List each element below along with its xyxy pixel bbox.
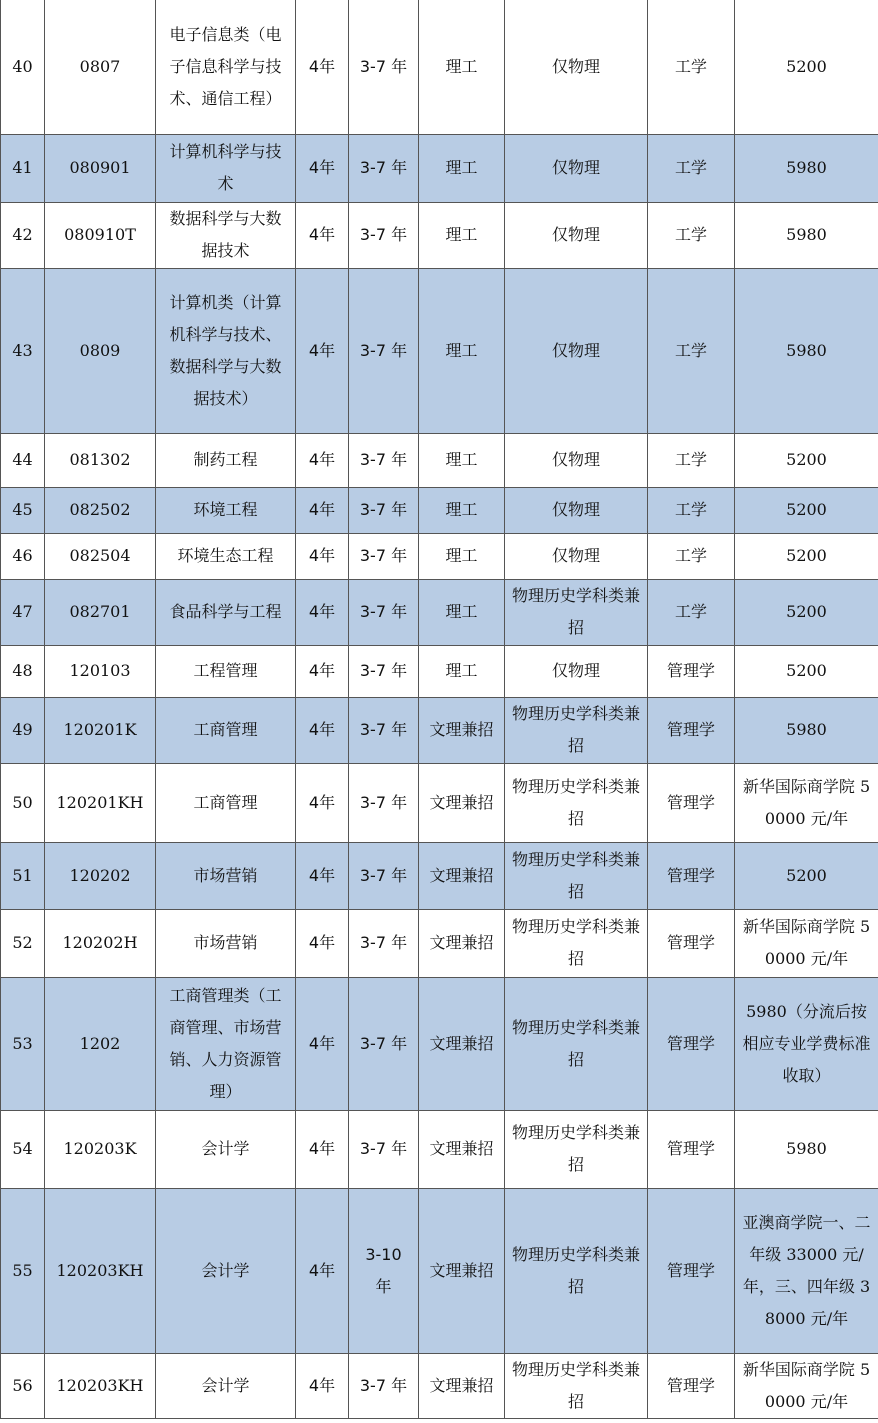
- duration-cell: 4年: [296, 697, 349, 763]
- major-code-cell: 1202: [45, 977, 156, 1110]
- major-code-cell: 120201K: [45, 697, 156, 763]
- duration-cell: 4年: [296, 579, 349, 645]
- major-name-cell: 计算机类（计算机科学与技术、数据科学与大数据技术）: [156, 268, 296, 433]
- category-cell: 文理兼招: [419, 1353, 505, 1418]
- major-name-cell: 环境工程: [156, 487, 296, 533]
- row-number-cell: 41: [1, 134, 45, 202]
- row-number-cell: 51: [1, 842, 45, 909]
- category-cell: 文理兼招: [419, 842, 505, 909]
- row-number-cell: 40: [1, 0, 45, 134]
- table-row: [1, 533, 878, 579]
- degree-cell: 管理学: [648, 1188, 735, 1353]
- duration-cell: 4年: [296, 134, 349, 202]
- tuition-fee-cell: 5980: [735, 202, 878, 268]
- subject-requirement-cell: 仅物理: [505, 202, 648, 268]
- major-name-cell: 工商管理类（工商管理、市场营销、人力资源管理）: [156, 977, 296, 1110]
- degree-cell: 管理学: [648, 1110, 735, 1188]
- major-code-cell: 120202: [45, 842, 156, 909]
- major-code-cell: 082504: [45, 533, 156, 579]
- tuition-fee-cell: 新华国际商学院 50000 元/年: [735, 763, 878, 842]
- degree-cell: 管理学: [648, 645, 735, 697]
- subject-requirement-cell: 物理历史学科类兼招: [505, 1353, 648, 1418]
- major-code-cell: 120203K: [45, 1110, 156, 1188]
- category-cell: 理工: [419, 579, 505, 645]
- category-cell: 理工: [419, 268, 505, 433]
- major-code-cell: 120203KH: [45, 1188, 156, 1353]
- table-row: [1, 0, 878, 134]
- duration-cell: 4年: [296, 268, 349, 433]
- major-code-cell: 120103: [45, 645, 156, 697]
- category-cell: 理工: [419, 202, 505, 268]
- category-cell: 文理兼招: [419, 697, 505, 763]
- major-name-cell: 食品科学与工程: [156, 579, 296, 645]
- study-years-cell: 3-7 年: [349, 533, 419, 579]
- study-years-cell: 3-7 年: [349, 977, 419, 1110]
- tuition-fee-cell: 新华国际商学院 50000 元/年: [735, 1353, 878, 1418]
- duration-cell: 4年: [296, 1353, 349, 1418]
- tuition-fee-cell: 5200: [735, 645, 878, 697]
- subject-requirement-cell: 物理历史学科类兼招: [505, 1188, 648, 1353]
- degree-cell: 管理学: [648, 977, 735, 1110]
- duration-cell: 4年: [296, 763, 349, 842]
- major-code-cell: 120201KH: [45, 763, 156, 842]
- duration-cell: 4年: [296, 645, 349, 697]
- category-cell: 理工: [419, 533, 505, 579]
- degree-cell: 工学: [648, 533, 735, 579]
- subject-requirement-cell: 仅物理: [505, 533, 648, 579]
- tuition-fee-cell: 5980: [735, 697, 878, 763]
- row-number-cell: 55: [1, 1188, 45, 1353]
- major-name-cell: 市场营销: [156, 842, 296, 909]
- degree-cell: 管理学: [648, 763, 735, 842]
- row-number-cell: 44: [1, 433, 45, 487]
- tuition-fee-cell: 5980: [735, 1110, 878, 1188]
- major-name-cell: 电子信息类（电子信息科学与技术、通信工程）: [156, 0, 296, 134]
- degree-cell: 工学: [648, 487, 735, 533]
- major-code-cell: 080910T: [45, 202, 156, 268]
- major-name-cell: 制药工程: [156, 433, 296, 487]
- subject-requirement-cell: 物理历史学科类兼招: [505, 909, 648, 977]
- row-number-cell: 47: [1, 579, 45, 645]
- tuition-fee-cell: 5980: [735, 134, 878, 202]
- tuition-fee-cell: 5200: [735, 0, 878, 134]
- table-row: [1, 579, 878, 645]
- major-name-cell: 市场营销: [156, 909, 296, 977]
- subject-requirement-cell: 物理历史学科类兼招: [505, 977, 648, 1110]
- study-years-cell: 3-7 年: [349, 645, 419, 697]
- major-code-cell: 080901: [45, 134, 156, 202]
- degree-cell: 管理学: [648, 1353, 735, 1418]
- row-number-cell: 50: [1, 763, 45, 842]
- category-cell: 文理兼招: [419, 909, 505, 977]
- tuition-fee-cell: 5980（分流后按相应专业学费标准收取）: [735, 977, 878, 1110]
- major-name-cell: 会计学: [156, 1188, 296, 1353]
- duration-cell: 4年: [296, 1188, 349, 1353]
- subject-requirement-cell: 物理历史学科类兼招: [505, 842, 648, 909]
- duration-cell: 4年: [296, 0, 349, 134]
- subject-requirement-cell: 物理历史学科类兼招: [505, 763, 648, 842]
- study-years-cell: 3-7 年: [349, 433, 419, 487]
- study-years-cell: 3-10 年: [349, 1188, 419, 1353]
- table-row: [1, 763, 878, 842]
- table-row: [1, 268, 878, 433]
- major-name-cell: 数据科学与大数据技术: [156, 202, 296, 268]
- table-row: [1, 433, 878, 487]
- study-years-cell: 3-7 年: [349, 1353, 419, 1418]
- major-name-cell: 会计学: [156, 1110, 296, 1188]
- major-code-cell: 081302: [45, 433, 156, 487]
- degree-cell: 管理学: [648, 909, 735, 977]
- study-years-cell: 3-7 年: [349, 579, 419, 645]
- table-row: [1, 1188, 878, 1353]
- duration-cell: 4年: [296, 487, 349, 533]
- subject-requirement-cell: 仅物理: [505, 487, 648, 533]
- major-code-cell: 0809: [45, 268, 156, 433]
- subject-requirement-cell: 仅物理: [505, 433, 648, 487]
- subject-requirement-cell: 物理历史学科类兼招: [505, 1110, 648, 1188]
- table-row: [1, 697, 878, 763]
- category-cell: 理工: [419, 0, 505, 134]
- tuition-fee-cell: 5980: [735, 268, 878, 433]
- subject-requirement-cell: 仅物理: [505, 645, 648, 697]
- table-row: [1, 202, 878, 268]
- major-code-cell: 082701: [45, 579, 156, 645]
- subject-requirement-cell: 物理历史学科类兼招: [505, 697, 648, 763]
- major-code-cell: 082502: [45, 487, 156, 533]
- category-cell: 文理兼招: [419, 977, 505, 1110]
- category-cell: 理工: [419, 487, 505, 533]
- duration-cell: 4年: [296, 202, 349, 268]
- major-name-cell: 环境生态工程: [156, 533, 296, 579]
- major-name-cell: 会计学: [156, 1353, 296, 1418]
- row-number-cell: 43: [1, 268, 45, 433]
- study-years-cell: 3-7 年: [349, 0, 419, 134]
- table-row: [1, 645, 878, 697]
- table-row: [1, 1353, 878, 1418]
- degree-cell: 工学: [648, 579, 735, 645]
- major-code-cell: 0807: [45, 0, 156, 134]
- study-years-cell: 3-7 年: [349, 697, 419, 763]
- duration-cell: 4年: [296, 533, 349, 579]
- major-name-cell: 计算机科学与技术: [156, 134, 296, 202]
- row-number-cell: 52: [1, 909, 45, 977]
- tuition-fee-cell: 5200: [735, 487, 878, 533]
- major-code-cell: 120203KH: [45, 1353, 156, 1418]
- row-number-cell: 54: [1, 1110, 45, 1188]
- duration-cell: 4年: [296, 842, 349, 909]
- subject-requirement-cell: 仅物理: [505, 134, 648, 202]
- degree-cell: 工学: [648, 202, 735, 268]
- category-cell: 文理兼招: [419, 1188, 505, 1353]
- table-row: [1, 1110, 878, 1188]
- table-row: [1, 909, 878, 977]
- tuition-fee-cell: 5200: [735, 842, 878, 909]
- row-number-cell: 42: [1, 202, 45, 268]
- subject-requirement-cell: 仅物理: [505, 268, 648, 433]
- category-cell: 理工: [419, 134, 505, 202]
- tuition-fee-cell: 5200: [735, 533, 878, 579]
- category-cell: 文理兼招: [419, 763, 505, 842]
- study-years-cell: 3-7 年: [349, 909, 419, 977]
- degree-cell: 管理学: [648, 842, 735, 909]
- row-number-cell: 48: [1, 645, 45, 697]
- tuition-fee-cell: 5200: [735, 433, 878, 487]
- table-row: [1, 487, 878, 533]
- row-number-cell: 56: [1, 1353, 45, 1418]
- study-years-cell: 3-7 年: [349, 763, 419, 842]
- row-number-cell: 45: [1, 487, 45, 533]
- table-row: [1, 842, 878, 909]
- table-row: [1, 977, 878, 1110]
- tuition-fee-cell: 亚澳商学院一、二年级 33000 元/年，三、四年级 38000 元/年: [735, 1188, 878, 1353]
- row-number-cell: 49: [1, 697, 45, 763]
- major-name-cell: 工商管理: [156, 763, 296, 842]
- row-number-cell: 46: [1, 533, 45, 579]
- table-row: [1, 134, 878, 202]
- degree-cell: 管理学: [648, 697, 735, 763]
- study-years-cell: 3-7 年: [349, 268, 419, 433]
- duration-cell: 4年: [296, 909, 349, 977]
- tuition-fee-cell: 5200: [735, 579, 878, 645]
- study-years-cell: 3-7 年: [349, 842, 419, 909]
- duration-cell: 4年: [296, 1110, 349, 1188]
- tuition-fee-cell: 新华国际商学院 50000 元/年: [735, 909, 878, 977]
- major-name-cell: 工商管理: [156, 697, 296, 763]
- category-cell: 理工: [419, 645, 505, 697]
- majors-table-body: [1, 0, 878, 1418]
- degree-cell: 工学: [648, 134, 735, 202]
- subject-requirement-cell: 物理历史学科类兼招: [505, 579, 648, 645]
- study-years-cell: 3-7 年: [349, 134, 419, 202]
- category-cell: 理工: [419, 433, 505, 487]
- major-code-cell: 120202H: [45, 909, 156, 977]
- study-years-cell: 3-7 年: [349, 1110, 419, 1188]
- study-years-cell: 3-7 年: [349, 487, 419, 533]
- degree-cell: 工学: [648, 0, 735, 134]
- duration-cell: 4年: [296, 977, 349, 1110]
- study-years-cell: 3-7 年: [349, 202, 419, 268]
- subject-requirement-cell: 仅物理: [505, 0, 648, 134]
- degree-cell: 工学: [648, 433, 735, 487]
- category-cell: 文理兼招: [419, 1110, 505, 1188]
- duration-cell: 4年: [296, 433, 349, 487]
- major-name-cell: 工程管理: [156, 645, 296, 697]
- degree-cell: 工学: [648, 268, 735, 433]
- row-number-cell: 53: [1, 977, 45, 1110]
